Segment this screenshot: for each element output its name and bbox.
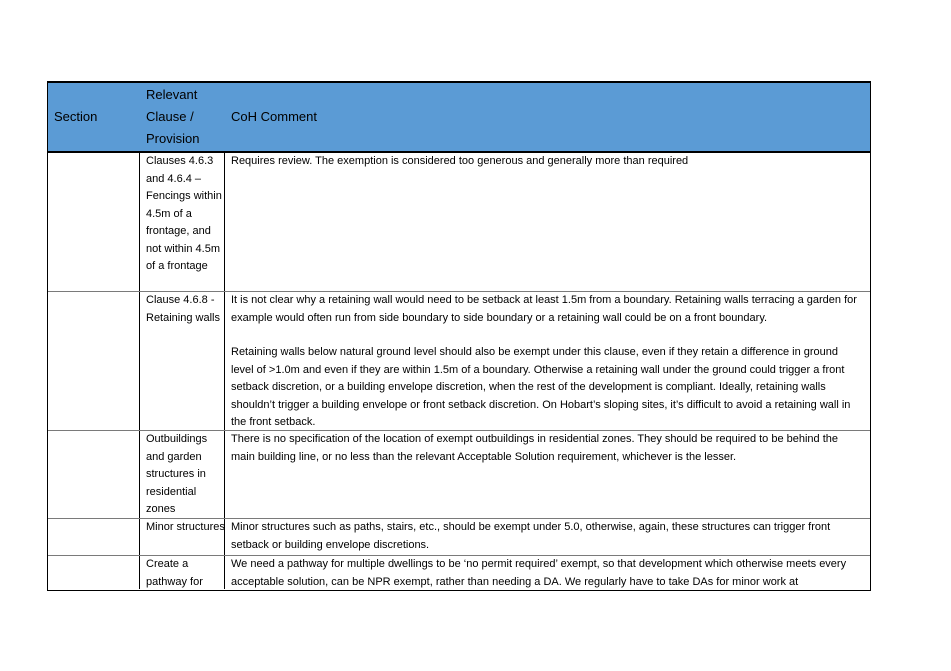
comment-text: It is not clear why a retaining wall would need to be setback at least 1.5m from a boundary. Retaining walls terracing a garden for example would often run from side boundary to side boundary or a retaining wall could be on a front boundary. [231, 294, 857, 324]
table-row [48, 518, 870, 555]
comment-text: Retaining walls below natural ground level should also be exempt under this clause, even if they retain a difference in ground level of >1.0m and even if they are within 1.5m of a boundary. Otherwise a retaining wall under the ground could trigger a front setback discretion, or a building envelope discretion, when the rest of the development is compliant. Ideally, retaining walls shouldn’t trigger a building envelope or front setback discretion. On Hobart’s sloping sites, it’s difficult to avoid a retaining wall in the front setback. [231, 346, 851, 428]
clause-cell: Create a pathway for [146, 558, 203, 588]
comment-text: Requires review. The exemption is considered too generous and generally more than required [231, 155, 689, 167]
comment-text: Minor structures such as paths, stairs, etc., should be exempt under 5.0, otherwise, again, these structures can trigger front setback or building envelope discretions. [231, 521, 831, 551]
comment-text: We need a pathway for multiple dwellings to be ‘no permit required’ exempt, so that development which otherwise meets every acceptable solution, can be NPR exempt, rather than needing a DA. We regularly have to take DAs for minor work at [231, 558, 847, 588]
table-row [48, 430, 870, 518]
header-clause: Relevant Clause / Provision [146, 87, 200, 146]
clause-cell: Outbuildings and garden structures in residential zones [146, 433, 208, 515]
clause-cell: Clause 4.6.8 - Retaining walls [146, 294, 220, 324]
clause-cell: Minor structures [146, 521, 225, 533]
table-row [48, 555, 870, 591]
comment-cell [231, 431, 863, 466]
comments-table [47, 81, 871, 591]
comment-cell [231, 519, 863, 554]
comment-cell [231, 556, 863, 591]
header-section: Section [54, 109, 98, 124]
comment-cell [231, 153, 863, 171]
header-comment: CoH Comment [231, 109, 317, 124]
table-header [48, 83, 870, 153]
table-row [48, 291, 870, 430]
comment-cell [231, 292, 863, 432]
table-row [48, 153, 870, 291]
comment-text: There is no specification of the location of exempt outbuildings in residential zones. They should be required to be behind the main building line, or no less than the relevant Acceptable Solution requirement, whichever is the lesser. [231, 433, 839, 463]
clause-cell: Clauses 4.6.3 and 4.6.4 – Fencings within 4.5m of a frontage, and not within 4.5m of a frontage [146, 155, 222, 272]
